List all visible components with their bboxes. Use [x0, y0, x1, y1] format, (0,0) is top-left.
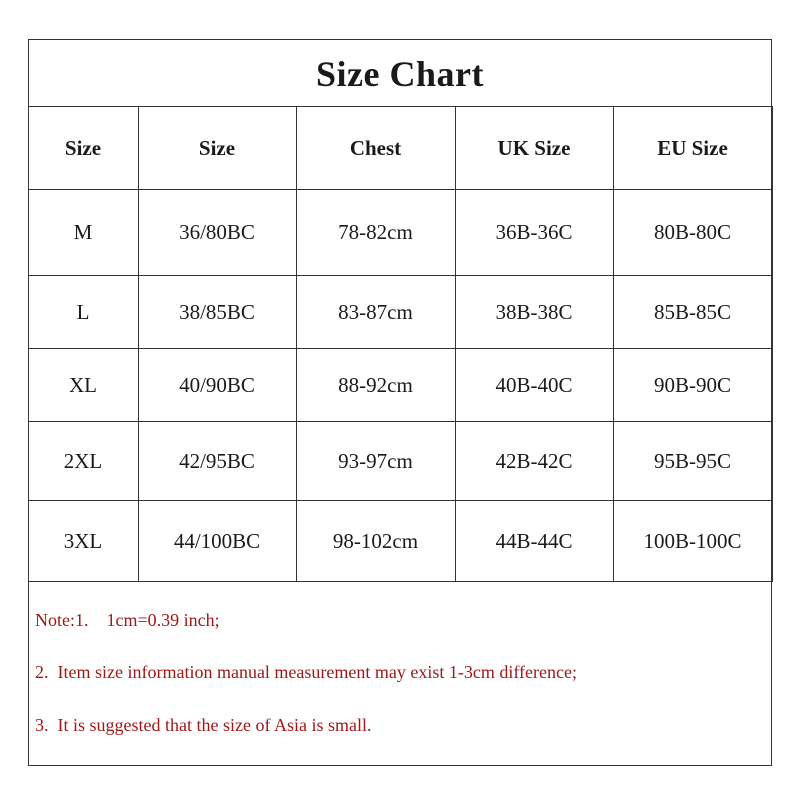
cell-chest: 88-92cm [296, 349, 455, 422]
header-uk-size: UK Size [455, 107, 613, 190]
cell-chest: 78-82cm [296, 190, 455, 276]
note-1: Note:1. 1cm=0.39 inch; [35, 610, 220, 630]
cell-size-band: 40/90BC [138, 349, 296, 422]
cell-uk-size: 40B-40C [455, 349, 613, 422]
cell-chest: 98-102cm [296, 501, 455, 582]
cell-size-band: 36/80BC [138, 190, 296, 276]
cell-size-band: 44/100BC [138, 501, 296, 582]
cell-eu-size: 80B-80C [613, 190, 772, 276]
table-row [28, 190, 772, 276]
cell-eu-size: 100B-100C [613, 501, 772, 582]
chart-title: Size Chart [316, 53, 484, 94]
header-row [28, 107, 772, 190]
cell-size-letter: L [28, 276, 138, 349]
cell-eu-size: 95B-95C [613, 422, 772, 501]
cell-size-letter: 2XL [28, 422, 138, 501]
table-row [28, 276, 772, 349]
header-chest: Chest [296, 107, 455, 190]
cell-size-letter: XL [28, 349, 138, 422]
size-chart-frame [28, 39, 772, 766]
cell-size-band: 38/85BC [138, 276, 296, 349]
table-row [28, 422, 772, 501]
cell-size-letter: 3XL [28, 501, 138, 582]
cell-uk-size: 38B-38C [455, 276, 613, 349]
cell-eu-size: 90B-90C [613, 349, 772, 422]
table-row [28, 501, 772, 582]
cell-uk-size: 42B-42C [455, 422, 613, 501]
cell-chest: 83-87cm [296, 276, 455, 349]
cell-eu-size: 85B-85C [613, 276, 772, 349]
table-row [28, 349, 772, 422]
cell-uk-size: 44B-44C [455, 501, 613, 582]
size-table [28, 106, 773, 582]
cell-uk-size: 36B-36C [455, 190, 613, 276]
cell-size-band: 42/95BC [138, 422, 296, 501]
header-size-band: Size [138, 107, 296, 190]
header-size-letter: Size [28, 107, 138, 190]
header-eu-size: EU Size [613, 107, 772, 190]
cell-chest: 93-97cm [296, 422, 455, 501]
cell-size-letter: M [28, 190, 138, 276]
note-3: 3. It is suggested that the size of Asia is small. [35, 715, 372, 735]
note-2: 2. Item size information manual measurement may exist 1-3cm difference; [35, 662, 577, 682]
